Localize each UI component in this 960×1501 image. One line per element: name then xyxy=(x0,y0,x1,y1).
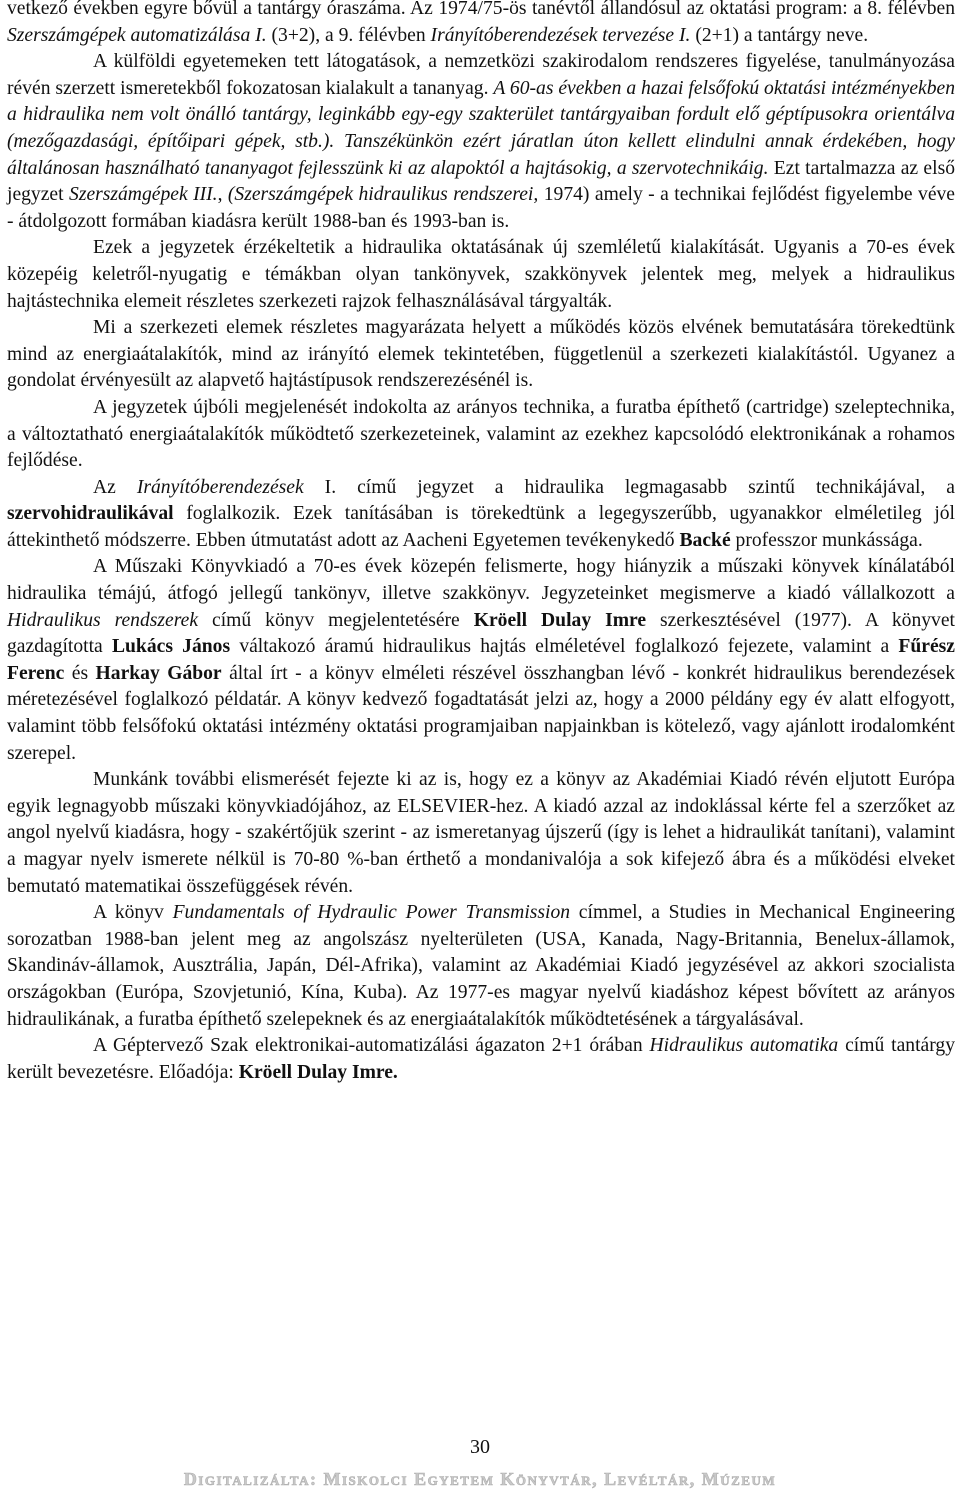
bold-text: Kröell Dulay Imre. xyxy=(238,1061,398,1083)
italic-text: Fundamentals of Hydraulic Power Transmission xyxy=(172,902,571,924)
italic-text: Irányítóberendezések xyxy=(136,476,304,498)
bold-text: szervohidraulikával xyxy=(7,503,174,525)
body-text xyxy=(7,0,955,1086)
italic-text: Hidraulikus automatika xyxy=(649,1035,839,1057)
paragraph: Munkánk további elismerését fejezte ki az is, hogy ez a könyv az Akadémiai Kiadó révén eljutott Európa egyik legnagyobb műszaki könyvkiadójához, az ELSEVIER-hez. A kiadó azzal az indoklással kérte fel a szerzőket az angol nyelvű kiadásra, hogy - szakértőjük szerint - az ismeretanyag újszerű (így is lehet a hidraulikát tanítani), valamint a magyar nyelv ismerete nélkül is 70-80 %-ban érthető a mondanivalója a sok kifejező ábra és a működési elveket bemutató matematikai összefüggések révén. xyxy=(7,769,955,897)
paragraph: Mi a szerkezeti elemek részletes magyarázata helyett a működés közös elvének bemutatására törekedtünk mind az energiaátalakítók, mind az irányító elemek tekintetében, függetlenül a szerkezeti kialakítástól. Ugyanez a gondolat érvényesült az alapvető hajtástípusok rendszerezésénél is. xyxy=(7,317,955,392)
paragraph: A külföldi egyetemeken tett látogatások, a nemzetközi szakirodalom rendszeres figyelése, tanulmányozása révén szerzett ismeretekből fokozatosan kialakult a tananyag. A 60-as években a hazai felsőfokú oktatási intézményekben a hidraulika nem volt önálló tantárgy, leginkább egy-egy szakterület tantárgyaiban fordult elő géptípusokra orientálva (mezőgazdasági, építőipari gépek, stb.). Tanszékünkön ezért járatlan úton kellett elindulni annak érdekében, hogy általánosan használható tananyagot fejlesszünk ki az alapoktól a hajtásokig, a szervotechnikáig. Ezt tartalmazza az első jegyzet Szerszámgépek III., (Szerszámgépek hidraulikus rendszerei, 1974) amely - a technikai fejlődést figyelembe véve - átdolgozott formában kiadásra került 1988-ban és 1993-ban is. xyxy=(7,51,956,232)
italic-text: A 60-as években a hazai felsőfokú oktatási intézményekben a hidraulika nem volt önálló tantárgy, leginkább egy-egy szakterület tantárgyaiban fordult elő géptípusokra orientálva (mezőgazdasági, építőipari gépek, stb.). Tanszékünkön ezért járatlan úton kellett elindulni annak érdekében, hogy általánosan használható tananyagot fejlesszünk ki az alapoktól a hajtásokig, a szervotechnikáig. xyxy=(7,77,955,179)
italic-text: (Szerszámgépek hidraulikus rendszerei, xyxy=(227,184,539,206)
paragraph: A jegyzetek újbóli megjelenését indokolta az arányos technika, a furatba építhető (cartridge) szeleptechnika, a változtatható energiaátalakítók működtető szerkezeteinek, valamint az ezekhez kapcsolódó elektronikának a rohamos fejlődése. xyxy=(7,396,955,472)
italic-text: Szerszámgépek automatizálása I. xyxy=(7,24,267,46)
paragraph: Az Irányítóberendezések I. című jegyzet a hidraulika legmagasabb szintű technikájával, a szervohidraulikával foglalkozik. Ezek tanításában is törekedtünk a legegyszerűbb, ugyanakkor elméletileg jól áttekinthető módszerre. Ebben útmutatást adott az Aacheni Egyetemen tevékenykedő Backé professzor munkássága. xyxy=(7,476,955,551)
bold-text: Fűrész Ferenc xyxy=(7,636,955,684)
italic-text: Hidraulikus rendszerek xyxy=(7,609,199,631)
bold-text: Kröell Dulay Imre xyxy=(473,609,647,631)
italic-text: Irányítóberendezések tervezése I. xyxy=(430,24,691,46)
paragraph: Ezek a jegyzetek érzékeltetik a hidraulika oktatásának új szemléletű kialakítását. Ugyanis a 70-es évek közepéig keletről-nyugatig e témákban olyan tankönyvek, szakkönyvek jelentek meg, melyek a hidraulikus hajtástechnika elemeit részletes szerkezeti rajzok felhasználásával tárgyalták. xyxy=(7,237,955,312)
paragraph: vetkező években egyre bővül a tantárgy óraszáma. Az 1974/75-ös tanévtől állandósul az oktatási program: a 8. félévben Szerszámgépek automatizálása I. (3+2), a 9. félévben Irányítóberendezések tervezése I. (2+1) a tantárgy neve. xyxy=(7,0,955,46)
bold-text: Backé xyxy=(679,529,731,551)
bold-text: Lukács János xyxy=(111,636,231,658)
page-number: 30 xyxy=(470,1436,490,1458)
paragraph: A Géptervező Szak elektronikai-automatizálási ágazaton 2+1 órában Hidraulikus automatika című tantárgy került bevezetésre. Előadója: Kröell Dulay Imre. xyxy=(7,1035,955,1083)
paragraph: A könyv Fundamentals of Hydraulic Power Transmission címmel, a Studies in Mechanical Engineering sorozatban 1988-ban jelent meg az angolszász nyelterületen (USA, Kanada, Nagy-Britannia, Benelux-államok, Skandináv-államok, Ausztrália, Japán, Dél-Afrika), valamint az Akadémiai Kiadó jegyzésével az akkori szocialista országokban (Európa, Szovjetunió, Kína, Kuba). Az 1977-es magyar nyelvű kiadáshoz képest bővített az arányos hidraulikának, a furatba építhető szelepeknek és az energiaátalakítók működtetésének a tárgyalásával. xyxy=(7,902,955,1030)
italic-text: Szerszámgépek III. xyxy=(69,184,218,206)
digitization-footer: Digitalizálta: Miskolci Egyetem Könyvtár, Levéltár, Múzeum xyxy=(183,1469,777,1489)
bold-text: Harkay Gábor xyxy=(95,662,222,684)
paragraph: A Műszaki Könyvkiadó a 70-es évek közepén felismerte, hogy hiányzik a műszaki könyvek kínálatából hidraulika témájú, átfogó jellegű tankönyv, illetve szakkönyv. Jegyzeteinket megismerve a kiadó vállalkozott a Hidraulikus rendszerek című könyv megjelentetésére Kröell Dulay Imre szerkesztésével (1977). A könyvet gazdagította Lukács János váltakozó áramú hidraulikus hajtás elméletével foglalkozó fejezete, valamint a Fűrész Ferenc és Harkay Gábor által írt - a könyv elméleti részével összhangban lévő - konkrét hidraulikus berendezések méretezésével foglalkozó példatár. A könyv kedvező fogadtatását jelzi az, hogy a 2000 példány egy év alatt elfogyott, valamint több felsőfokú oktatási intézmény oktatási programjaiban napjainkban is kötelező, vagy ajánlott irodalomként szerepel. xyxy=(7,556,955,764)
